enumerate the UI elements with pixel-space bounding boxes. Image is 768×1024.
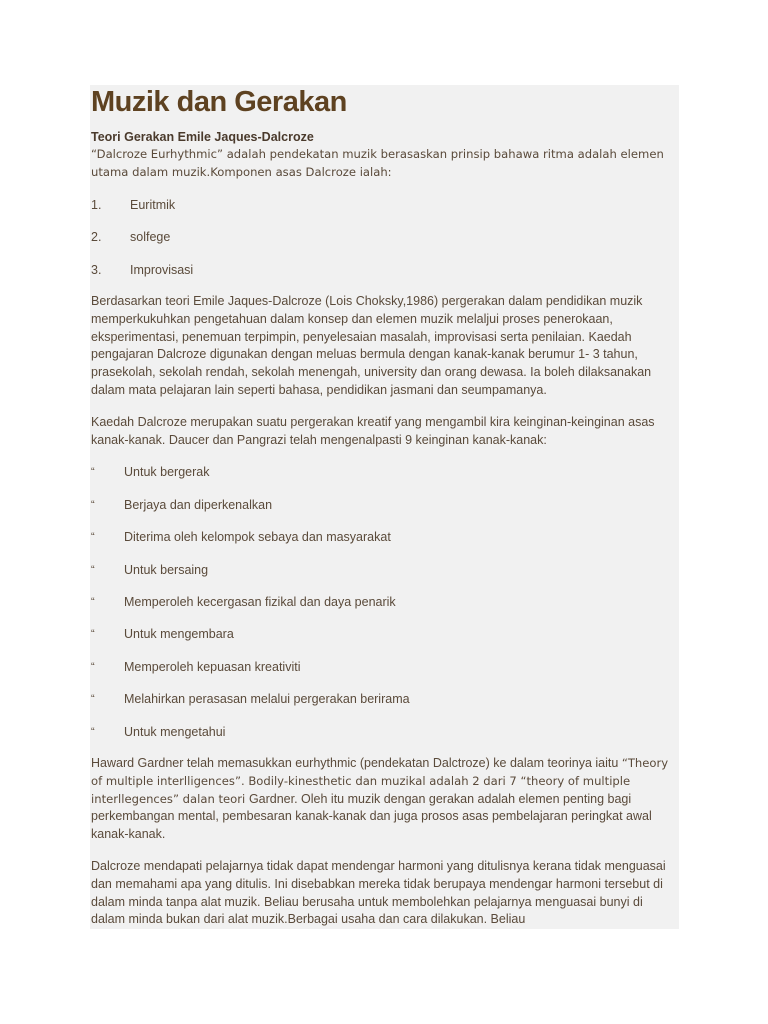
list-item (91, 658, 679, 676)
bullet-mark: “ (91, 563, 95, 576)
list-number: 1. (91, 197, 102, 212)
list-text: Memperoleh kepuasan kreativiti (124, 659, 301, 674)
list-item (91, 496, 679, 514)
list-text: Untuk mengetahui (124, 724, 226, 739)
list-item (91, 261, 679, 279)
list-item (91, 196, 679, 214)
list-item (91, 528, 679, 546)
list-text: Improvisasi (130, 262, 194, 277)
list-item (91, 723, 679, 741)
intro-paragraph: “Dalcroze Eurhythmic” adalah pendekatan muzik berasaskan prinsip bahawa ritma adalah elemen utama dalam muzik.Komponen asas Dalcroze ialah: (91, 147, 664, 179)
list-text: Untuk mengembara (124, 627, 234, 642)
list-text: Memperoleh kecergasan fizikal dan daya penarik (124, 595, 396, 610)
list-text: Diterima oleh kelompok sebaya dan masyarakat (124, 530, 391, 545)
list-item (91, 463, 679, 481)
list-item (91, 593, 679, 611)
paragraph-part: “Theory of multiple interlligences”. Bodily-kinesthetic dan muzikal adalah 2 dari 7 “theory of multiple interllegences” dalan teori (91, 755, 669, 806)
bullet-mark: “ (91, 725, 95, 738)
list-item (91, 690, 679, 708)
components-list (91, 196, 679, 279)
bullet-mark: “ (91, 596, 95, 609)
list-text: solfege (130, 230, 171, 245)
bullet-mark: “ (91, 660, 95, 673)
list-text: Melahirkan perasasan melalui pergerakan berirama (124, 692, 410, 707)
bullet-mark: “ (91, 693, 95, 706)
body-paragraph: Kaedah Dalcroze merupakan suatu pergerakan kreatif yang mengambil kira keinginan-keinginan asas kanak-kanak. Daucer dan Pangrazi telah mengenalpasti 9 keinginan kanak-kanak: (91, 414, 655, 447)
list-number: 3. (91, 262, 102, 277)
bullet-mark: “ (91, 466, 95, 479)
bullet-mark: “ (91, 628, 95, 641)
body-paragraph: Dalcroze mendapati pelajarnya tidak dapat mendengar harmoni yang ditulisnya kerana tidak menguasai dan memahami apa yang ditulis. Ini disebabkan mereka tidak berupaya mendengar harmoni tersebut di dalam minda tanpa alat muzik. Beliau berusaha untuk membolehkan pelajarnya menguasai bunyi di dalam minda bukan dari alat muzik.Berbagai usaha dan cara dilakukan. Beliau (91, 858, 666, 927)
desires-list (91, 463, 679, 740)
list-text: Untuk bergerak (124, 465, 210, 480)
body-paragraph (91, 755, 679, 844)
list-number: 2. (91, 230, 102, 245)
bullet-mark: “ (91, 498, 95, 511)
list-text: Untuk bersaing (124, 562, 209, 577)
bullet-mark: “ (91, 531, 95, 544)
paragraph-part: Haward Gardner telah memasukkan eurhythmic (pendekatan Dalctroze) ke dalam teorinya iaitu (91, 755, 622, 770)
body-paragraph: Berdasarkan teori Emile Jaques-Dalcroze (Lois Choksky,1986) pergerakan dalam pendidikan muzik memperkukuhkan pengetahuan dalam konsep dan elemen muzik melaljui proses penerokaan, eksperimentasi, penemuan terpimpin, penyelesaian masalah, improvisasi serta penilaian. Kaedah pengajaran Dalcroze digunakan dengan meluas bermula dengan kanak-kanak berumur 1- 3 tahun, prasekolah, sekolah rendah, sekolah menengah, university dan orang dewasa. Ia boleh dilaksanakan dalam mata pelajaran lain seperti bahasa, pendidikan jasmani dan seumpamanya. (91, 294, 652, 398)
list-item (91, 561, 679, 579)
page-title: Muzik dan Gerakan (91, 86, 347, 118)
list-item (91, 228, 679, 246)
paragraph-part: Gardner. Oleh itu muzik dengan gerakan adalah elemen penting bagi perkembangan mental, pembesaran kanak-kanak dan juga prosos asas pembelajaran peringkat awal kanak-kanak. (91, 791, 652, 842)
document-page (90, 85, 679, 929)
document-content (90, 85, 679, 929)
list-text: Berjaya dan diperkenalkan (124, 497, 273, 512)
section-subtitle: Teori Gerakan Emile Jaques-Dalcroze (91, 130, 314, 144)
list-item (91, 625, 679, 643)
list-text: Euritmik (130, 197, 176, 212)
